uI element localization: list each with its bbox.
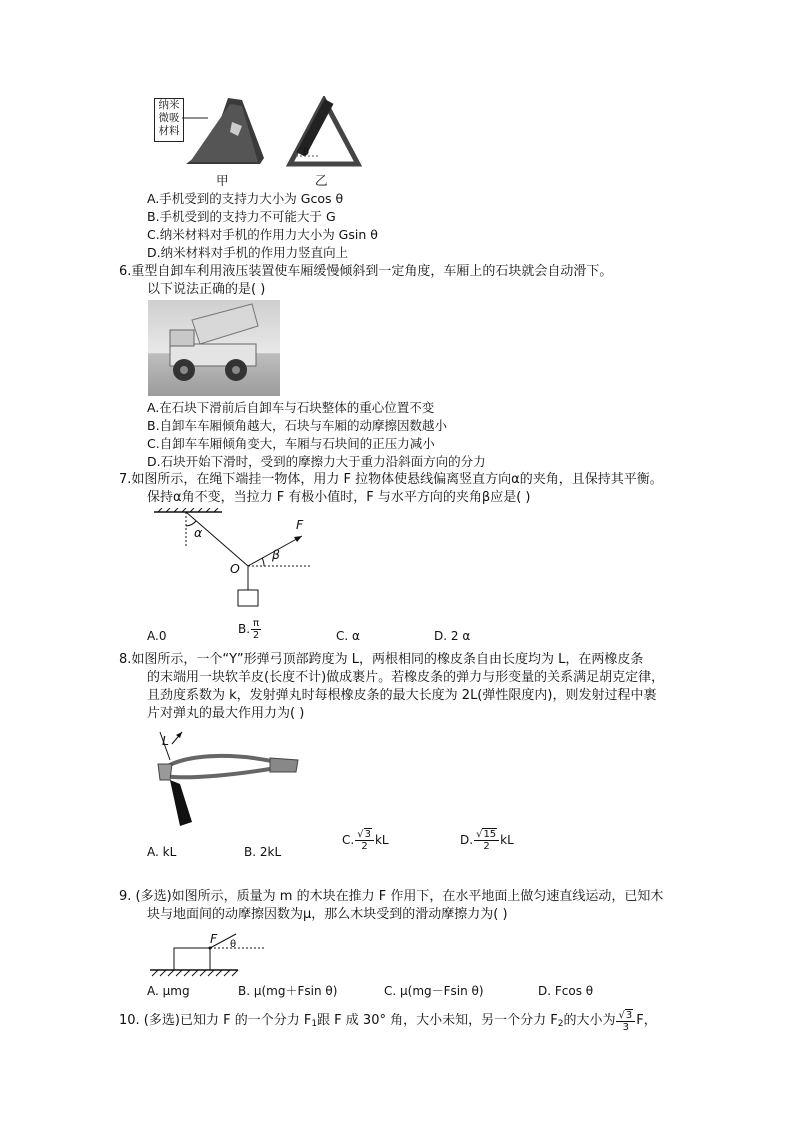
beta-label: β [272, 547, 280, 562]
force-f-label: F [210, 931, 218, 946]
dump-truck-photo [148, 300, 280, 396]
span-l-label: L [162, 733, 169, 748]
theta-label: θ [230, 939, 237, 950]
q7-option-d: D. 2 α [434, 629, 471, 643]
q5-option-a: A.手机受到的支持力大小为 Gcos θ [147, 191, 344, 206]
angle-theta-label: θ [303, 147, 310, 158]
q7-option-a: A.0 [147, 629, 167, 643]
q6-stem-line1: 6.重型自卸车利用液压装置使车厢缓慢倾斜到一定角度，车厢上的石块就会自动滑下。 [119, 264, 613, 279]
q6-stem-line2: 以下说法正确的是( ) [147, 282, 266, 297]
q7-option-c: C. α [336, 629, 360, 643]
q9-option-a: A. μmg [147, 984, 190, 998]
holder-yi-figure [284, 96, 364, 170]
q8-option-a: A. kL [147, 845, 177, 859]
fig-slingshot [150, 724, 300, 828]
q7-option-b: B. $\frac{\pi}{2}$ [238, 618, 260, 641]
q8-stem-line2: 的末端用一块软羊皮(长度不计)做成裹片。若橡皮条的弹力与形变量的关系满足胡克定律， [147, 670, 665, 685]
q10-stem: 10. (多选)已知力 F 的一个分力 $F_1$跟 F 成 30° 角，大小未知，另一个分力 $F_2$的大小为 $\frac{√3}{3}$ F， [119, 1010, 657, 1033]
q5-option-c: C.纳米材料对手机的作用力大小为 Gsin θ [147, 227, 378, 242]
fig-phone-holder [148, 92, 368, 188]
holder-jia-figure [182, 92, 272, 172]
q5-option-d: D.纳米材料对手机的作用力竖直向上 [147, 245, 349, 260]
fig-pendulum-force [150, 508, 320, 614]
alpha-label: α [194, 525, 203, 540]
nano-material-label: 纳米 微吸 材料 [154, 98, 184, 142]
q9-option-c: C. μ(mg－Fsin θ) [384, 984, 484, 998]
q8-option-d: D. $\frac{√15}{2}$ kL [460, 829, 514, 852]
caption-jia: 甲 [216, 173, 229, 188]
q7-stem-line2: 保持α角不变，当拉力 F 有极小值时，F 与水平方向的夹角β应是( ) [147, 490, 531, 505]
q9-stem-line2: 块与地面间的动摩擦因数为μ，那么木块受到的滑动摩擦力为( ) [147, 907, 508, 922]
caption-yi: 乙 [315, 173, 328, 188]
force-f-label: F [296, 517, 304, 532]
q5-option-b: B.手机受到的支持力不可能大于 G [147, 209, 336, 224]
q9-option-d: D. Fcos θ [538, 984, 594, 998]
fig-block-push [148, 928, 268, 980]
q8-option-c: C. $\frac{√3}{2}$ kL [342, 829, 389, 852]
q9-option-b: B. μ(mg＋Fsin θ) [238, 984, 338, 998]
q8-option-b: B. 2kL [244, 845, 282, 859]
q8-stem-line3: 且劲度系数为 k，发射弹丸时每根橡皮条的最大长度为 2L(弹性限度内)，则发射过程中裹 [147, 688, 657, 703]
q7-stem-line1: 7.如图所示，在绳下端挂一物体，用力 F 拉物体使悬线偏离竖直方向α的夹角，且保持其平衡。 [119, 472, 663, 487]
q6-option-d: D.石块开始下滑时，受到的摩擦力大于重力沿斜面方向的分力 [147, 454, 486, 469]
q6-option-a: A.在石块下滑前后自卸车与石块整体的重心位置不变 [147, 400, 435, 415]
q6-option-b: B.自卸车车厢倾角越大，石块与车厢的动摩擦因数越小 [147, 418, 448, 433]
q6-option-c: C.自卸车车厢倾角变大，车厢与石块间的正压力减小 [147, 436, 435, 451]
q8-stem-line4: 片对弹丸的最大作用力为( ) [147, 706, 305, 721]
q8-stem-line1: 8.如图所示，一个“Y”形弹弓顶部跨度为 L，两根相同的橡皮条自由长度均为 L，在两橡皮条 [119, 652, 644, 667]
q9-stem-line1: 9. (多选)如图所示，质量为 m 的木块在推力 F 作用下，在水平地面上做匀速直线运动，已知木 [119, 889, 664, 904]
point-o-label: O [230, 561, 240, 576]
